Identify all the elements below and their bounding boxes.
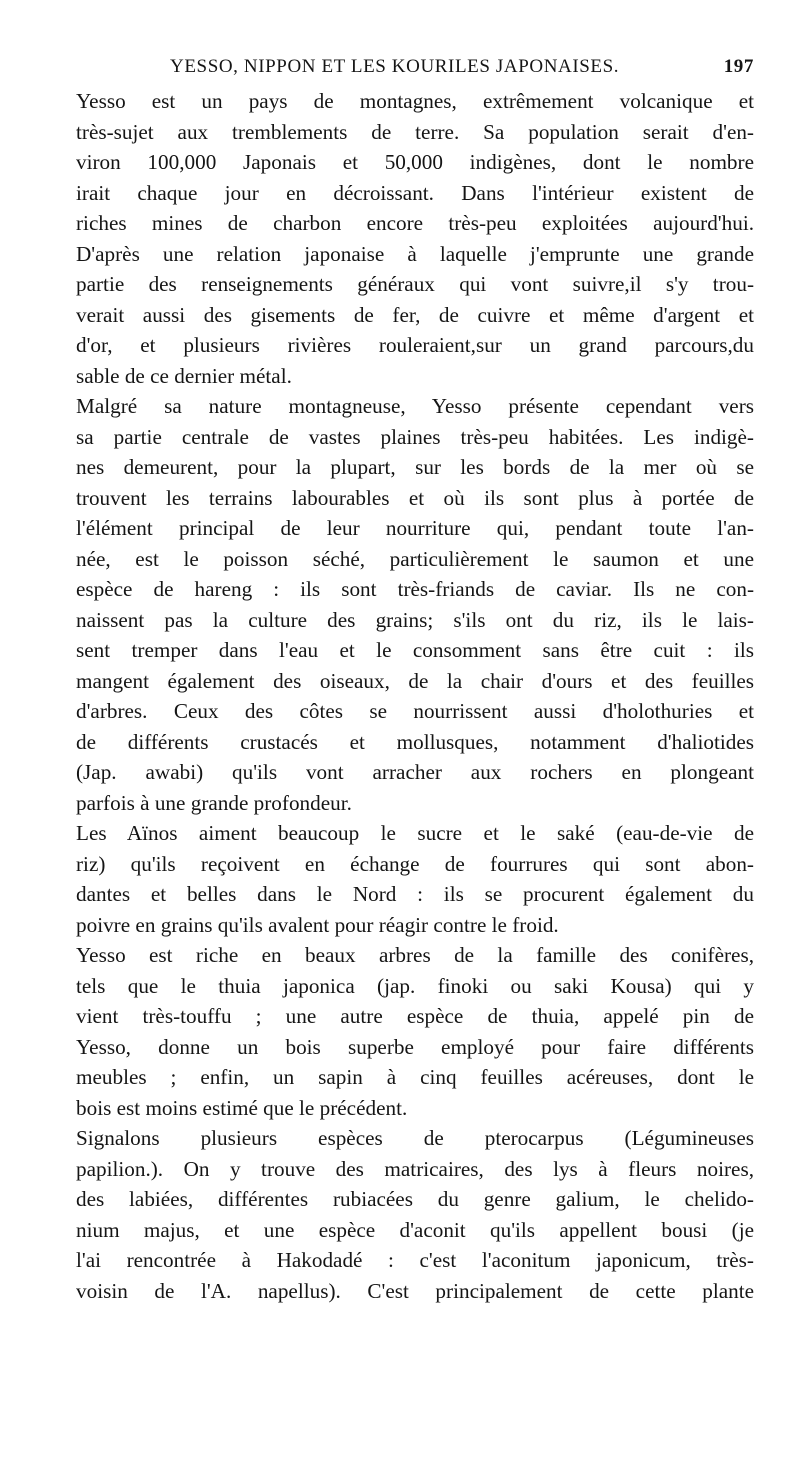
text-line: espèce de hareng : ils sont très-friands de caviar. Ils ne con- <box>76 577 754 601</box>
text-line: nium majus, et une espèce d'aconit qu'ils appellent bousi (je <box>76 1217 754 1242</box>
text-line: Yesso, donne un bois superbe employé pour faire différents <box>76 1034 754 1059</box>
text-line: sent tremper dans l'eau et le consomment sans être cuit : ils <box>76 638 754 662</box>
paragraph-5 <box>48 1123 754 1306</box>
text-line: poivre en grains qu'ils avalent pour réagir contre le froid. <box>76 912 559 937</box>
text-line: très-sujet aux tremblements de terre. Sa population serait d'en- <box>76 119 754 144</box>
text-line: riz) qu'ils reçoivent en échange de fourrures qui sont abon- <box>76 851 754 876</box>
text-line: dantes et belles dans le Nord : ils se procurent également du <box>76 882 754 906</box>
text-line: (Jap. awabi) qu'ils vont arracher aux rochers en plongeant <box>76 760 754 784</box>
text-line: sa partie centrale de vastes plaines très-peu habitées. Les indigè- <box>76 424 754 449</box>
text-line: sable de ce dernier métal. <box>76 363 292 388</box>
text-line: viron 100,000 Japonais et 50,000 indigènes, dont le nombre <box>76 150 754 174</box>
text-line: parfois à une grande profondeur. <box>76 790 352 815</box>
text-line: d'arbres. Ceux des côtes se nourrissent aussi d'holothuries et <box>76 699 754 723</box>
paragraph-4 <box>48 940 754 1123</box>
text-line: partie des renseignements généraux qui vont suivre,il s'y trou- <box>76 272 754 296</box>
book-page <box>48 52 754 1306</box>
page-number: 197 <box>723 56 754 77</box>
text-line: Signalons plusieurs espèces de pterocarpus (Légumineuses <box>76 1126 754 1150</box>
text-line: Yesso est riche en beaux arbres de la famille des conifères, <box>76 943 754 967</box>
text-line: Malgré sa nature montagneuse, Yesso présente cependant vers <box>76 394 754 418</box>
text-line: bois est moins estimé que le précédent. <box>76 1095 408 1120</box>
text-line: de différents crustacés et mollusques, notamment d'haliotides <box>76 729 754 754</box>
running-title: YESSO, NIPPON ET LES KOURILES JAPONAISES. <box>170 56 620 77</box>
text-line: l'ai rencontrée à Hakodadé : c'est l'aconitum japonicum, très- <box>76 1248 754 1272</box>
text-line: naissent pas la culture des grains; s'ils ont du riz, ils le lais- <box>76 607 754 632</box>
running-head <box>48 52 754 86</box>
paragraph-3 <box>48 818 754 940</box>
text-line: riches mines de charbon encore très-peu exploitées aujourd'hui. <box>76 211 754 235</box>
text-line: verait aussi des gisements de fer, de cuivre et même d'argent et <box>76 302 754 327</box>
text-line: tels que le thuia japonica (jap. finoki ou saki Kousa) qui y <box>76 973 754 998</box>
text-line: trouvent les terrains labourables et où ils sont plus à portée de <box>76 485 754 510</box>
text-line: meubles ; enfin, un sapin à cinq feuilles acéreuses, dont le <box>76 1065 754 1089</box>
text-line: papilion.). On y trouve des matricaires, des lys à fleurs noires, <box>76 1156 754 1181</box>
text-line: irait chaque jour en décroissant. Dans l'intérieur existent de <box>76 180 754 205</box>
text-line: voisin de l'A. napellus). C'est principalement de cette plante <box>76 1278 754 1303</box>
text-line: nes demeurent, pour la plupart, sur les bords de la mer où se <box>76 455 754 479</box>
text-line: mangent également des oiseaux, de la chair d'ours et des feuilles <box>76 668 754 693</box>
body-text <box>48 86 754 1306</box>
text-line: Les Aïnos aiment beaucoup le sucre et le saké (eau-de-vie de <box>76 821 754 845</box>
text-line: D'après une relation japonaise à laquelle j'emprunte une grande <box>76 241 754 266</box>
text-line: Yesso est un pays de montagnes, extrêmement volcanique et <box>76 89 754 113</box>
text-line: l'élément principal de leur nourriture qui, pendant toute l'an- <box>76 516 754 540</box>
paragraph-2 <box>48 391 754 818</box>
text-line: d'or, et plusieurs rivières rouleraient,sur un grand parcours,du <box>76 333 754 357</box>
text-line: née, est le poisson séché, particulièrement le saumon et une <box>76 546 754 571</box>
text-line: vient très-touffu ; une autre espèce de thuia, appelé pin de <box>76 1004 754 1028</box>
text-line: des labiées, différentes rubiacées du genre galium, le chelido- <box>76 1187 754 1211</box>
paragraph-1 <box>48 86 754 391</box>
